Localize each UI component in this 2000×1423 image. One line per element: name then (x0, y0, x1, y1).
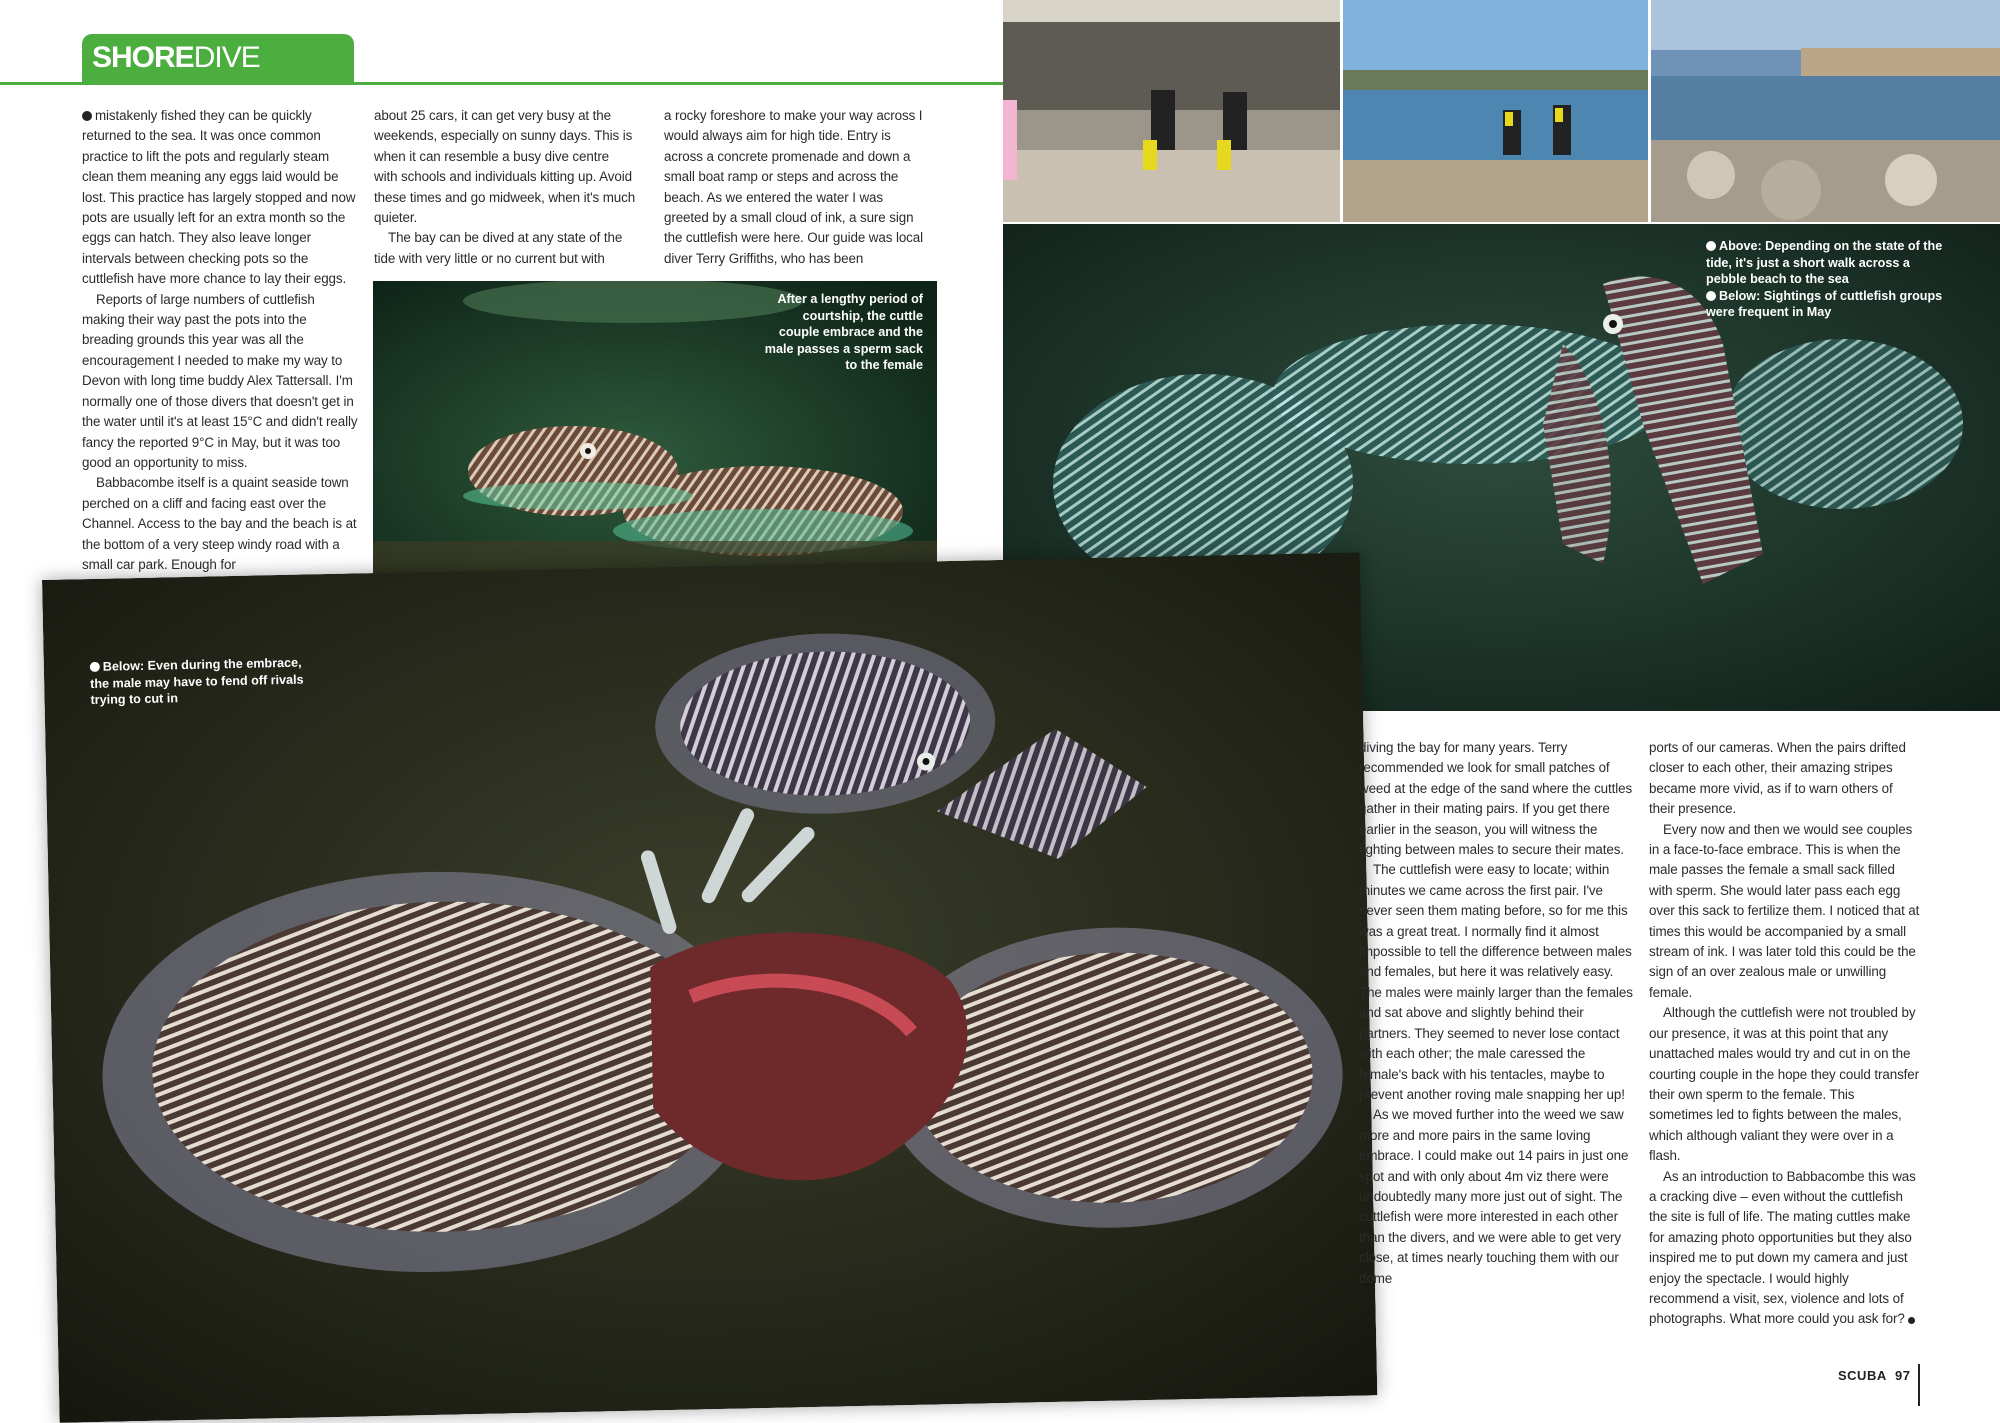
bullet-icon (1706, 241, 1716, 251)
divers-on-beach-illustration (1003, 0, 1340, 222)
caption-beach-and-sightings (1706, 238, 1946, 321)
text-column-4 (1359, 738, 1633, 1289)
paragraph: The cuttlefish were easy to locate; within minutes we came across the first pair. I've never seen them mating before, so for me this was a great treat. I normally find it almost impossible to tell the difference between males and females, but here it was relatively easy. The males were mainly larger than the females and sat above and slightly behind their partners. They seemed to never lose contact with each other; the male caressed the female's back with his tentacles, maybe to prevent another roving male snapping her up! (1359, 862, 1633, 1102)
harbour-illustration (1651, 0, 2000, 222)
photo-cuttlefish-courtship (373, 281, 937, 603)
text-column-1 (82, 106, 358, 575)
bullet-icon (1706, 291, 1716, 301)
header-rule (0, 82, 1003, 85)
divers-in-water-illustration (1343, 0, 1648, 222)
paragraph: As we moved further into the weed we saw more and more pairs in the same loving embrace. I could make out 14 pairs in just one spot and with only about 4m viz there were undoubtedly many more just out of sight. The cuttlefish were more interested in each other than the divers, and we were able to get very close, at times nearly touching them with our dome (1359, 1107, 1629, 1286)
paragraph: Although the cuttlefish were not troubled by our presence, it was at this point that any unattached males would try and cut in on the courting couple in the hope they could transfer their own sperm to the female. This sometimes led to fights between the males, which although valiant they were over in a flash. (1649, 1005, 1919, 1164)
paragraph: As an introduction to Babbacombe this was a cracking dive – even without the cuttlefish the site is full of life. The mating cuttles make for amazing photo opportunities but they also inspired me to put down my camera and just enjoy the spectacle. I would highly recommend a visit, sex, violence and lots of photographs. What more could you ask for? (1649, 1168, 1916, 1327)
page-number: 97 (1894, 1368, 1911, 1383)
bullet-icon (90, 662, 100, 672)
photo-cuttlefish-embrace (42, 552, 1377, 1422)
end-mark-icon (1908, 1317, 1915, 1324)
text-column-3 (664, 106, 926, 269)
caption-courtship: After a lengthy period of courtship, the cuttle couple embrace and the male passes a sperm sack to the female (764, 292, 923, 373)
paragraph: The bay can be dived at any state of the tide with very little or no current but with (374, 230, 623, 266)
photo-divers-beach-walk (1003, 0, 1340, 222)
paragraph: Reports of large numbers of cuttlefish making their way past the pots into the breading grounds this year was all the encouragement I needed to make my way to Devon with long time buddy Alex Tattersall. I'm normally one of those divers that doesn't get in the water until it's at least 15°C and didn't really fancy the reported 9°C in May, but it was too good an opportunity to miss. (82, 291, 358, 470)
section-title-light: DIVE (193, 41, 260, 74)
paragraph: about 25 cars, it can get very busy at the weekends, especially on sunny days. This is when it can resemble a busy dive centre with schools and individuals kitting up. Avoid these times and go midweek, when it's much quieter. (374, 108, 636, 226)
section-title-bold: SHORE (92, 41, 194, 74)
paragraph: Every now and then we would see couples in a face-to-face embrace. This is when the male passes the female a small sack filled with sperm. She would later pass each egg over this sack to fertilize them. I noticed that at times this would be accompanied by a small stream of ink. I was later told this could be the sign of an over zealous male or unwilling female. (1649, 821, 1920, 1000)
paragraph: a rocky foreshore to make your way across I would always aim for high tide. Entry is across a concrete promenade and down a small boat ramp or steps and across the beach. As we entered the water I was greeted by a small cloud of ink, a sure sign the cuttlefish were here. Our guide was local diver Terry Griffiths, who has been (664, 108, 923, 266)
paragraph: ports of our cameras. When the pairs drifted closer to each other, their amazing stripes became more vivid, as if to warn others of their presence. (1649, 740, 1906, 817)
bullet-icon (82, 111, 92, 121)
paragraph: diving the bay for many years. Terry recommended we look for small patches of weed at the edge of the sand where the cuttles gather in their mating pairs. If you get there earlier in the season, you will witness the fighting between males to secure their mates. (1359, 740, 1633, 858)
page-footer (1838, 1368, 1910, 1383)
caption-below-left: Below: Even during the embrace, the male may have to fend off rivals trying to cut in (90, 655, 304, 708)
text-column-2 (374, 106, 636, 269)
section-title (92, 38, 260, 78)
magazine-name: SCUBA (1838, 1368, 1887, 1383)
caption-above: Above: Depending on the state of the tide, it's just a short walk across a pebble beach to the sea (1706, 239, 1943, 287)
caption-below-right: Below: Sightings of cuttlefish groups were frequent in May (1706, 288, 1943, 320)
paragraph: mistakenly fished they can be quickly returned to the sea. It was once common practice to lift the pots and regularly steam clean them meaning any eggs laid would be lost. This practice has largely stopped and now pots are usually left for an extra month so the eggs can hatch. They also leave longer intervals between checking pots so the cuttlefish have more chance to lay their eggs. (82, 108, 356, 287)
text-column-5 (1649, 738, 1921, 1330)
footer-rule (1918, 1364, 1920, 1406)
photo-harbour-pebbles (1651, 0, 2000, 222)
photo-divers-entering-sea (1343, 0, 1648, 222)
paragraph: Babbacombe itself is a quaint seaside town perched on a cliff and facing east over the Channel. Access to the bay and the beach is at the bottom of a very steep windy road with a small car park. Enough for (82, 475, 357, 572)
